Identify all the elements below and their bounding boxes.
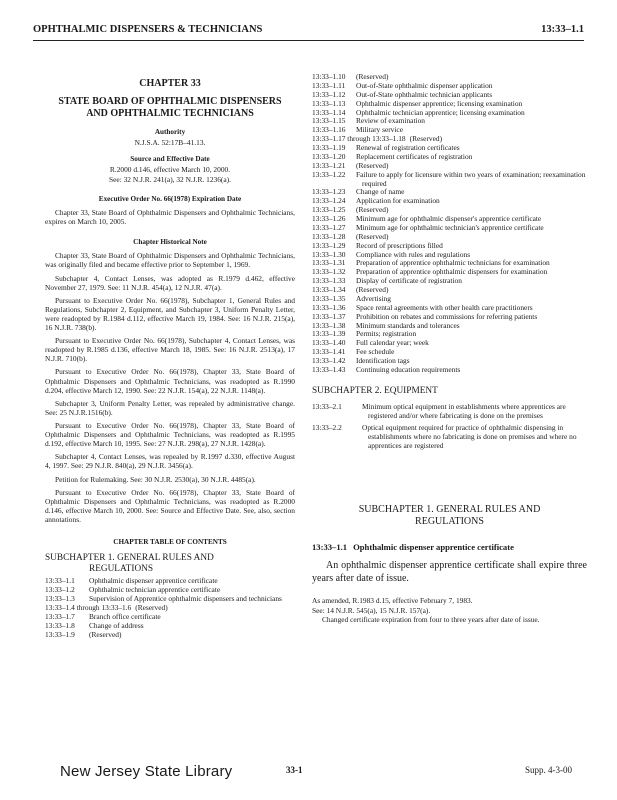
toc-entry-number: 13:33–2.1: [312, 402, 342, 412]
toc-entry-number: 13:33–1.39: [312, 329, 346, 339]
expiration-heading: Executive Order No. 66(1978) Expiration Date: [98, 195, 242, 204]
toc-entry-number: 13:33–1.7: [45, 611, 75, 621]
toc-entry-title: (Reserved): [89, 629, 122, 639]
page-number: 33-1: [286, 765, 303, 775]
toc-heading: CHAPTER TABLE OF CONTENTS: [113, 538, 227, 547]
toc-entry: [312, 366, 587, 375]
toc-entry-title: Space rental agreements with other health care practitioners: [356, 302, 533, 312]
toc-entry-title: Branch office certificate: [89, 611, 161, 621]
toc-entry-number: 13:33–1.36: [312, 302, 346, 312]
history-paragraph: Pursuant to Executive Order No. 66(1978), Subchapter 4, Contact Lenses, was readopted by R.1985 d.136, effective March 18, 1985. See: 16 N.J.R. 2513(a), 17 N.J.R. 710(b).: [45, 336, 295, 364]
toc-list-left: [45, 577, 295, 639]
section-heading: Ophthalmic dispenser apprentice certificate: [353, 542, 514, 553]
chapter-title: CHAPTER 33: [139, 78, 201, 89]
toc-entry-number: 13:33–1.19: [312, 143, 346, 152]
section-body: An ophthalmic dispenser apprentice certificate shall expire three years after date of issue.: [312, 559, 587, 585]
toc-entry: [312, 117, 587, 126]
toc-entry-number: 13:33–1.28: [312, 231, 346, 241]
toc-entry-title: Record of prescriptions filled: [356, 240, 443, 250]
header-title: OPHTHALMIC DISPENSERS & TECHNICIANS: [33, 24, 263, 35]
toc-entry-number: 13:33–1.40: [312, 338, 346, 348]
toc-entry-title: Supervision of Apprentice ophthalmic dispensers and technicians: [89, 594, 282, 604]
toc-entry-number: 13:33–1.32: [312, 267, 346, 277]
history-paragraph: Petition for Rulemaking. See: 30 N.J.R. 2530(a), 30 N.J.R. 4485(a).: [55, 474, 256, 484]
toc-entry-title: Prohibition on rebates and commissions for referring patients: [356, 311, 538, 321]
toc-entry-title: Minimum optical equipment in establishments where apprentices are registered and/or where fabricating is done on the premises: [362, 402, 566, 421]
board-title: STATE BOARD OF OPHTHALMIC DISPENSERS AND OPHTHALMIC TECHNICIANS: [58, 96, 282, 120]
toc-entry-title: Failure to apply for licensure within two years of examination; reexamination required: [356, 169, 586, 188]
toc-entry: [45, 604, 295, 613]
toc-entry-number: 13:33–1.25: [312, 205, 346, 215]
source-heading: Source and Effective Date: [130, 155, 210, 164]
toc-entry-title: Minimum standards and tolerances: [356, 320, 460, 330]
toc-entry-number: 13:33–1.22: [312, 169, 346, 179]
toc-entry-title: (Reserved): [135, 602, 168, 612]
source-line-2: See: 32 N.J.R. 241(a), 32 N.J.R. 1236(a).: [109, 175, 231, 185]
history-paragraph: Subchapter 4, Contact Lenses, was adopted as R.1979 d.462, effective November 27, 1979. See: 11 N.J.R. 454(a), 12 N.J.R. 47(a).: [45, 273, 295, 292]
toc-entry-title: (Reserved): [356, 285, 389, 294]
toc-entry-title: Preparation of apprentice ophthalmic technicians for examination: [356, 258, 550, 268]
toc-entry-number: 13:33–1.35: [312, 293, 346, 303]
toc-entry-number: 13:33–1.20: [312, 151, 346, 161]
toc-entry-title: Out-of-State ophthalmic technician applicants: [356, 89, 493, 99]
toc-entry-number: 13:33–1.1: [45, 576, 75, 586]
toc-entry-number: 13:33–1.9: [45, 629, 75, 639]
section-number: 13:33–1.1: [312, 542, 348, 553]
toc-entry-number: 13:33–1.21: [312, 160, 346, 170]
toc-entry: [312, 339, 587, 348]
supplement-date: Supp. 4-3-00: [525, 765, 572, 775]
toc-subchapter-2-heading: SUBCHAPTER 2. EQUIPMENT: [312, 385, 438, 396]
toc-entry-number: 13:33–1.42: [312, 356, 346, 365]
toc-entry-number: 13:33–1.23: [312, 187, 346, 197]
history-notes: [45, 251, 295, 524]
toc-entry: [312, 322, 587, 331]
library-stamp: New Jersey State Library: [60, 763, 233, 780]
toc-entry-number: 13:33–1.11: [312, 80, 346, 90]
toc-entry-number: 13:33–1.17 through 13:33–1.18: [312, 134, 406, 144]
toc-entry-number: 13:33–2.2: [312, 423, 342, 433]
toc-entry-title: Ophthalmic technician apprentice; licensing examination: [356, 107, 525, 117]
toc-entry-title: Preparation of apprentice ophthalmic dispensers for examination: [356, 267, 548, 277]
history-paragraph: Subchapter 4, Contact Lenses, was repealed by R.1997 d.330, effective August 4, 1997. See: 29 N.J.R. 840(a), 29 N.J.R. 3456(a).: [45, 452, 295, 471]
toc-entry: [312, 224, 587, 233]
toc-entry-number: 13:33–1.10: [312, 72, 346, 81]
toc-entry-title: Advertising: [356, 293, 391, 303]
toc-entry-title: (Reserved): [356, 231, 389, 241]
left-column: [45, 73, 295, 639]
toc-entry-title: Renewal of registration certificates: [356, 143, 460, 152]
toc-entry: [312, 286, 587, 295]
toc-entry-number: 13:33–1.16: [312, 125, 346, 135]
toc-entry: [312, 171, 587, 189]
toc-entry-title: (Reserved): [409, 134, 443, 144]
toc-entry: [312, 277, 587, 286]
section-title: [312, 542, 587, 553]
history-heading: Chapter Historical Note: [133, 238, 207, 247]
toc-entry-number: 13:33–1.41: [312, 347, 346, 357]
toc-list-right: [312, 73, 587, 375]
toc-list-subchapter-2: [312, 402, 587, 450]
toc-entry: [312, 109, 587, 118]
toc-entry-number: 13:33–1.27: [312, 222, 346, 232]
toc-entry-number: 13:33–1.3: [45, 594, 75, 604]
toc-entry-number: 13:33–1.24: [312, 196, 346, 206]
authority-text: N.J.S.A. 52:17B–41.13.: [134, 138, 206, 148]
toc-entry-title: Identification tags: [356, 356, 410, 365]
toc-entry-title: (Reserved): [356, 160, 389, 170]
toc-entry: [312, 188, 587, 197]
toc-entry-title: Application for examination: [356, 196, 440, 206]
authority-heading: Authority: [154, 128, 186, 137]
history-paragraph: Pursuant to Executive Order No. 66(1978), Chapter 33, State Board of Ophthalmic Dispensers and Ophthalmic Technicians, was readopted as R.2000 d.146, effective March 10, 2000. See: Source and Effective Date. See, also, section annotations.: [45, 487, 295, 525]
toc-entry-title: Permits; registration: [356, 329, 417, 339]
toc-entry: [312, 348, 587, 357]
toc-entry-title: Optical equipment required for practice of ophthalmic dispensing in establishments where no fabricating is done on premises and where no apprentices are registered: [362, 423, 577, 451]
toc-entry-title: (Reserved): [356, 72, 389, 81]
toc-entry-title: Minimum age for ophthalmic technician's apprentice certificate: [356, 222, 544, 232]
toc-entry-title: Compliance with rules and regulations: [356, 249, 471, 259]
header-section: 13:33–1.1: [541, 24, 584, 35]
toc-entry-number: 13:33–1.4 through 13:33–1.6: [45, 602, 132, 612]
toc-entry: [312, 197, 587, 206]
toc-entry-title: Change of name: [356, 187, 405, 197]
toc-entry-title: Fee schedule: [356, 347, 395, 357]
toc-entry: [45, 622, 295, 631]
history-paragraph: Pursuant to Executive Order No. 66(1978), Subchapter 1, General Rules and Regulations, Subchapter 2, Equipment, and Subchapter 3, Uniform Penalty Letter, were readopted by R.1984 d.112, effective March 19, 1984. See: 16 N.J.R. 215(a), 16 N.J.R. 738(b).: [45, 295, 295, 333]
source-line-1: R.2000 d.146, effective March 10, 2000.: [109, 165, 231, 175]
toc-entry-number: 13:33–1.26: [312, 214, 346, 223]
toc-entry: [312, 330, 587, 339]
toc-entry: [312, 153, 587, 162]
toc-entry-title: Ophthalmic technician apprentice certificate: [89, 585, 221, 595]
toc-entry-title: (Reserved): [356, 205, 389, 215]
toc-entry-title: Review of examination: [356, 116, 425, 126]
history-paragraph: Chapter 33, State Board of Ophthalmic Dispensers and Ophthalmic Technicians, was originally filed and became effective prior to September 1, 1969.: [45, 251, 295, 270]
right-column: [312, 73, 587, 625]
toc-entry-title: Minimum age for ophthalmic dispenser's apprentice certificate: [356, 214, 542, 223]
toc-entry-number: 13:33–1.15: [312, 116, 346, 126]
toc-entry-title: Display of certificate of registration: [356, 276, 462, 286]
toc-entry-title: Ophthalmic dispenser apprentice; licensing examination: [356, 98, 523, 108]
toc-entry-title: Change of address: [89, 620, 144, 630]
section-annotation: As amended, R.1983 d.15, effective February 7, 1983. See: 14 N.J.R. 545(a), 15 N.J.R. 157(a). Changed certificate expiration from four to three years after date of issue.: [312, 595, 540, 625]
toc-entry: [312, 233, 587, 242]
toc-entry-number: 13:33–1.37: [312, 311, 346, 321]
toc-entry-number: 13:33–1.2: [45, 585, 75, 595]
toc-entry-title: Replacement certificates of registration: [356, 151, 473, 161]
history-paragraph: Pursuant to Executive Order No. 66(1978), Chapter 33, State Board of Ophthalmic Dispensers and Ophthalmic Technicians, was readopted as R.1995 d.192, effective March 10, 1995. See: 27 N.J.R. 298(a), 27 N.J.R. 1428(a).: [45, 421, 295, 449]
toc-entry-title: Full calendar year; week: [356, 338, 429, 348]
toc-entry-title: Continuing education requirements: [356, 364, 461, 374]
toc-entry-title: Ophthalmic dispenser apprentice certificate: [89, 576, 218, 586]
toc-entry-number: 13:33–1.43: [312, 364, 346, 374]
toc-entry-number: 13:33–1.29: [312, 240, 346, 250]
toc-entry-title: Military service: [356, 125, 403, 135]
expiration-text: Chapter 33, State Board of Ophthalmic Dispensers and Ophthalmic Technicians, expires on March 10, 2005.: [45, 208, 295, 227]
history-paragraph: Subchapter 3, Uniform Penalty Letter, was repealed by administrative change. See: 25 N.J.R.1516(b).: [45, 398, 295, 417]
toc-entry-number: 13:33–1.33: [312, 276, 346, 286]
toc-entry-number: 13:33–1.12: [312, 89, 346, 99]
toc-entry: [45, 631, 295, 640]
toc-entry-number: 13:33–1.8: [45, 620, 75, 630]
subchapter-1-heading: SUBCHAPTER 1. GENERAL RULES AND REGULATIONS: [358, 504, 541, 528]
toc-entry: [312, 423, 587, 450]
toc-entry-number: 13:33–1.13: [312, 98, 346, 108]
toc-entry-title: Out-of-State ophthalmic dispenser application: [356, 80, 493, 90]
toc-entry: [312, 402, 587, 420]
toc-entry-number: 13:33–1.34: [312, 285, 346, 294]
toc-entry-number: 13:33–1.38: [312, 320, 346, 330]
running-header: [33, 22, 584, 41]
toc-entry-number: 13:33–1.31: [312, 258, 346, 268]
history-paragraph: Pursuant to Executive Order No. 66(1978), Chapter 33, State Board of Ophthalmic Dispensers and Ophthalmic Technicians, was readopted as R.1990 d.204, effective March 12, 1990. See: 22 N.J.R. 154(a), 22 N.J.R. 1148(a).: [45, 367, 295, 395]
toc-subchapter-1-heading: SUBCHAPTER 1. GENERAL RULES AND REGULATIONS: [45, 552, 214, 574]
toc-entry-number: 13:33–1.14: [312, 107, 346, 117]
toc-entry-number: 13:33–1.30: [312, 249, 346, 259]
toc-entry: [45, 613, 295, 622]
